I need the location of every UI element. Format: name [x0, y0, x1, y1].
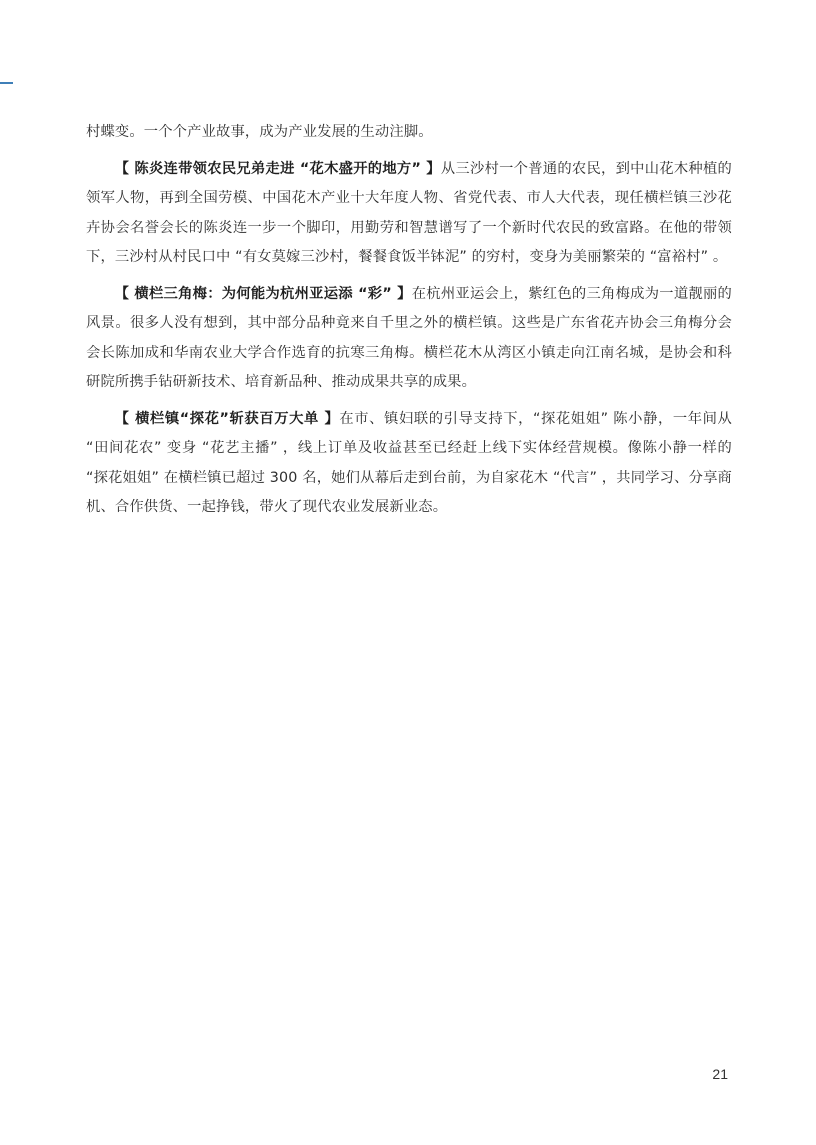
edge-accent-bar	[0, 82, 13, 84]
section-headline: 【 横栏三角梅：为何能为杭州亚运添 “彩” 】	[114, 285, 412, 302]
article-body	[86, 118, 732, 530]
section-paragraph-tanhua	[86, 405, 732, 523]
section-paragraph-bougainvillea	[86, 280, 732, 398]
section-paragraph-chen-yanlian	[86, 155, 732, 273]
section-body: 在市、镇妇联的引导支持下，“探花姐姐” 陈小静，一年间从 “田间花农” 变身 “花艺主播” ，线上订单及收益甚至已经赶上线下实体经营规模。像陈小静一样的 “探花姐姐” 在横栏镇已超过 300 名，她们从幕后走到台前，为自家花木 “代言” ，共同学习、分享商机、合作供货、一起挣钱，带火了现代农业发展新业态。	[86, 410, 733, 515]
page-number: 21	[712, 1066, 728, 1082]
section-body: 从三沙村一个普通的农民，到中山花木种植的领军人物，再到全国劳模、中国花木产业十大年度人物、省党代表、市人大代表，现任横栏镇三沙花卉协会名誉会长的陈炎连一步一个脚印，用勤劳和智慧谱写了一个新时代农民的致富路。在他的带领下，三沙村从村民口中 “有女莫嫁三沙村，餐餐食饭半钵泥” 的穷村，变身为美丽繁荣的 “富裕村” 。	[86, 160, 732, 265]
section-headline: 【 横栏镇“探花”斩获百万大单 】	[114, 410, 340, 427]
section-headline: 【 陈炎连带领农民兄弟走进 “花木盛开的地方” 】	[114, 160, 441, 177]
section-body: 在杭州亚运会上，紫红色的三角梅成为一道靓丽的风景。很多人没有想到，其中部分品种竟来自千里之外的横栏镇。这些是广东省花卉协会三角梅分会会长陈加成和华南农业大学合作选育的抗寒三角梅。横栏花木从湾区小镇走向江南名城，是协会和科研院所携手钻研新技术、培育新品种、推动成果共享的成果。	[86, 285, 732, 390]
intro-paragraph: 村蝶变。一个个产业故事，成为产业发展的生动注脚。	[86, 124, 433, 140]
